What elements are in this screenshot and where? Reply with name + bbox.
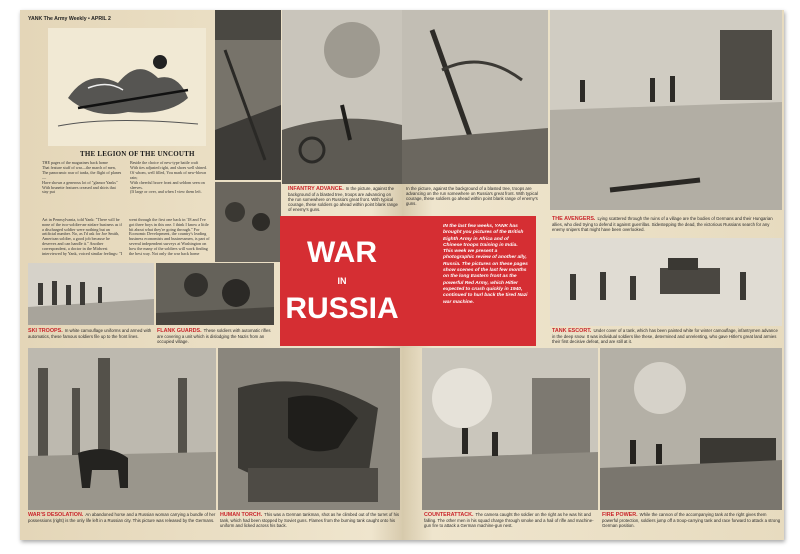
caption-infantry-continued: In the picture, against the background of a blasted tree, troops are advancing on the run somewhere on Russia's great front. With typical courage, these soldiers go ahead within point blank range of enemy's guns. — [406, 186, 538, 206]
caption-ski-lead: SKI TROOPS. — [28, 328, 63, 334]
caption-infantry-right — [406, 186, 544, 212]
caption-infantry-lead: INFANTRY ADVANCE. — [288, 186, 344, 192]
poem-right: Beside the choice of new-type battle craft With ties adjusted right, and shoes well shined. Of whom, well filled, You mark of new-blown rain; With cheerful brave front and seldom seen on sleeves. (If large or over, and when I view them left. — [130, 160, 208, 195]
caption-flank-guards — [157, 328, 275, 350]
caption-infantry-left — [288, 186, 398, 214]
caption-infantry-text: In the picture, against the background of a blasted tree, troops are advancing on the run somewhere on Russia's great front. With typical courage, these soldiers go ahead within point blank range of enemy's guns. — [288, 186, 398, 212]
caption-fire-power — [602, 512, 782, 534]
photo-strip-top — [215, 10, 281, 180]
banner-war: WAR — [307, 236, 377, 269]
poem-left: THE pages of the magazines back home That feature stuff of war—the march of men, The panoramic roar of tanks, the flight of planes— Have shown a generous lot of "glamor Yanks" With brunette features creased and shirts that stay put — [42, 160, 122, 195]
caption-avengers-text: Lying scattered through the ruins of a village are the bodies of Germans and their Hungarian allies, who died trying to defend it against guerrillas. Sidestepping the dead, the victorious Russians search for any enemy snipers that might have been overlooked. — [552, 216, 773, 232]
cartoon-illustration — [48, 28, 206, 146]
caption-desolation-text: An abandoned horse and a Russian woman carrying a bundle of her possessions (right) is the only life left in a Russian city. This picture was released by the Germans. — [28, 512, 216, 523]
caption-desolation-lead: WAR'S DESOLATION. — [28, 512, 84, 518]
caption-flank-lead: FLANK GUARDS. — [157, 328, 202, 334]
caption-escort-text: Under cover of a tank, which has been painted white for winter camouflage, infantrymen advance in the deep snow. It was individual soldiers like these, determined and unrelenting, who gave Hitler's great land armies their first decisive defeat, and are still at it. — [552, 328, 778, 344]
photo-infantry-advance — [282, 10, 402, 184]
caption-human-torch — [220, 512, 400, 534]
caption-torch-lead: HUMAN TORCH. — [220, 512, 263, 518]
caption-counter-text: The camera caught the soldier on the right as he was hit and falling. The other men in his squad charge through smoke and a hail of rifle and machine-gun fire to attack a German machine-gun nest. — [424, 512, 594, 528]
caption-flank-text: These soldiers with automatic rifles are covering a unit which is dislodging the Nazis from an occupied village. — [157, 328, 271, 344]
photo-flank-guards — [156, 263, 274, 325]
caption-torch-text: This was a German tankman, shot as he climbed out of the turret of his tank, which had been stopped by Soviet guns. Flames from the burning tank caught onto his uniform and licked across his back. — [220, 512, 400, 528]
caption-counterattack — [424, 512, 598, 534]
caption-avengers — [552, 216, 782, 238]
letter-body: Art in Pennsylvania, told Yank: "There will be none of the two-soldier-an-airfare business as if a discharged soldier were nothing but an artificial number. No, as I'd ask for Joe Smith, American soldier, a good job because he deserves and can handle it." Another correspondent, a doctor in the Midwest interviewed by Yank, voiced similar feelings: "I went through the first one back in '18 and I've got three boys in this one. I think I know a little bit about what they're going through." For Economic Development, the country's leading business economists and businessmen, is part of several independent surveys at Washington on how the many of the soldiers will work finding the best way. Not only the war back home — [42, 217, 210, 256]
caption-counter-lead: COUNTERATTACK. — [424, 512, 474, 518]
war-in-russia-banner — [280, 216, 536, 346]
photo-human-torch — [218, 348, 400, 510]
photo-flank-guards-top — [215, 182, 281, 262]
banner-in: IN — [337, 276, 347, 286]
masthead: YANK The Army Weekly • APRIL 2 — [28, 16, 111, 22]
photo-fire-power — [600, 348, 782, 510]
caption-tank-escort — [552, 328, 782, 350]
photo-ski-troops — [28, 263, 154, 325]
photo-counterattack — [422, 348, 598, 510]
legion-title: THE LEGION OF THE UNCOUTH — [80, 150, 195, 158]
banner-russia: RUSSIA — [285, 292, 399, 325]
caption-fire-text: While the cannon of the accompanying tank at the right gives them powerful protection, soldiers jump off a troop-carrying tank and race forward to attack a strong German position. — [602, 512, 781, 528]
magazine-spread — [20, 10, 784, 540]
photo-avengers — [550, 10, 782, 210]
banner-intro: IN the last few weeks, YANK has brought you pictures of the British Eighth Army in Africa and of Chinese troops training in India. This week we present a photographic review of another ally, Russia. The pictures on these pages show scenes of the last few months on the long Eastern front as the powerful Red Army, which Hitler expected to crush quickly in 1940, continued to hurl back the tired Nazi war machine. — [443, 224, 528, 305]
caption-ski-troops — [28, 328, 154, 350]
caption-escort-lead: TANK ESCORT. — [552, 328, 592, 334]
caption-fire-lead: FIRE POWER. — [602, 512, 638, 518]
photo-infantry-right — [402, 10, 548, 184]
photo-wars-desolation — [28, 348, 216, 510]
caption-ski-text: In white camouflage uniforms and armed with automatics, these famous soldiers file up to the front lines. — [28, 328, 152, 339]
photo-tank-escort — [550, 238, 782, 326]
caption-wars-desolation — [28, 512, 216, 534]
caption-avengers-lead: THE AVENGERS. — [552, 216, 596, 222]
